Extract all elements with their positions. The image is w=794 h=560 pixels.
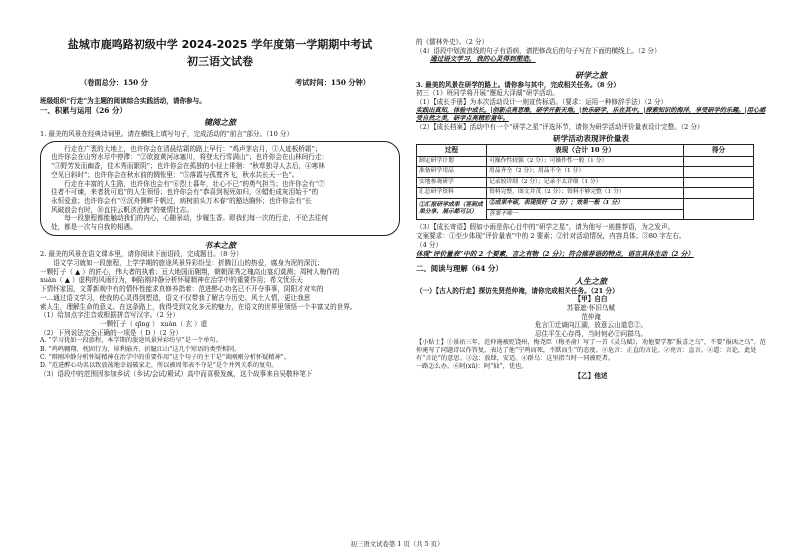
- poem-author: 范仲淹: [581, 312, 601, 321]
- score-text: （卷面总分：150 分: [80, 78, 148, 87]
- poem-subtitle: 苏幕遮·怀旧乌赋: [566, 303, 616, 312]
- exam-meta: [80, 78, 370, 88]
- q2-passage-line: 索人生，理解生命的意义。在这条路上，我得受到文化多元的魅力，在语文的世界里领悟一个丰富又的世界。: [40, 302, 357, 311]
- table-cell: 答案不唯一: [487, 209, 684, 220]
- table-header-cell: 表现（合计 10 分）: [487, 144, 684, 156]
- q3-sub1-answer: 实践出真知，体验中成长。|创新点亮思维，研学开新天地。|快乐研学，乐在其中。|探索知识的海洋，享受研学的乐趣。|用心感受自然之美，研学点亮精彩童年。: [416, 106, 766, 122]
- right-column: [416, 38, 766, 380]
- table-row: [417, 167, 754, 178]
- preface-line: “③野芳发而幽香，佳木秀而繁阴”；也许你会在孤独的小径上徘徊：“秋草独寻人去后，④寒林: [51, 162, 325, 171]
- preface-line: 处，都是一次与自我的相遇。: [51, 223, 137, 232]
- poem-line: 忍住平生心存得，当时何必②问群乌。: [534, 330, 648, 339]
- q3-sub3-answer: 体现“评价量表”中的 2 个要素，言之有物（2 分）；符合推荐语的特点，语言具体生动（2 分）: [416, 249, 694, 258]
- question-3: 3. 最美的风景在研学的路上。请你参与其中，完成相关任务。（8 分）: [416, 80, 620, 89]
- q3-intro: 初三（1）班同学将开展“邂逅大泽湖”研学活动。: [416, 89, 559, 98]
- table-cell: ①汇报研学成果（答到成果分享、展示都可以）: [417, 199, 487, 220]
- table-row: [417, 199, 754, 210]
- poem-note: 【小贴士】①景祐三年，范仲淹被贬饶州，梅尧臣（梅圣俞）写了一首《灵乌赋》，劝他要学那“报喜之乌”，不要“报凶之乌”。范仲淹写了同题诗以作答复，表达了他“宁鸣而死，不默而生”的态度。②危言：正直的言论。②亮言：直言。②道：言论，此处有“言论”的意思。③忿：放肆，安适。④群乌：这里指当时一同被贬者。: [416, 338, 766, 363]
- q2-sub4: （4）语段中划波浪线的句子有语病，请把修改后的句子写在下面的横线上。（2 分）: [416, 46, 661, 55]
- q2-passage-line: 一…通过语文学习，使我的心灵得到塑造，语文不仅带我了解古今历史、风土人情，更让我思: [40, 293, 311, 302]
- q2-answer: 通过语文学习，我的心灵得到塑造。: [430, 55, 536, 64]
- q3-sub3-requirements: 文案要求：①至少体现“评价量表”中的 2 要素；②针对活动情况，内容具体；③80 字左右。: [416, 232, 686, 241]
- part2-heading: 二、阅读与理解（64 分）: [416, 264, 503, 274]
- table-cell: 汇总研学资料: [417, 188, 487, 199]
- preface-line: 行走在丰富的人生路，也许你也会有“⑥烈士暮年，壮心不已”的勇气担当；也许你会有“⑦: [64, 179, 325, 188]
- exam-subtitle: 初三语文试卷: [187, 55, 253, 68]
- reading-subheading: 镜阅之旅: [204, 117, 236, 128]
- q2-passage-line: 下情怀家国，文菁新观中有的情怀性能求真修养指着：范进醉心功名已不开夺事事，阴阳才对实的: [40, 285, 324, 294]
- preface-box: [40, 141, 400, 236]
- preface-line: 空见日斜时”；也许你会在秋水前的惆怅里：“⑤落霞与孤鹜齐飞，秋水共长天一色”。: [51, 170, 299, 179]
- table-row: [417, 188, 754, 199]
- table-cell: 实地参观研学: [417, 177, 487, 188]
- option-c: C. “辩刚冲静分析怀疑精神在治学中的重要作用”这个句子的主干是“谈刚刚分析怀疑精神”。: [40, 353, 291, 361]
- life-subheading: 人生之旅: [575, 275, 607, 286]
- intro-text: 班级组织“行走”为主题的阅读综合实践活动，请你参与。: [40, 97, 206, 105]
- left-column: [40, 97, 400, 379]
- table-cell: 可操作性较强（2 分）；可操作性一般（1 分）: [487, 156, 684, 167]
- table-cell: 准备研学用品: [417, 167, 487, 178]
- preface-line: 风破浪会有时，⑩直挂云帆济沧海”的豪情壮志。: [51, 205, 193, 214]
- q2-sub3: （3）语段中的范围因参加乡试（乡试/会试/殿试）高中而喜极发疯，这个故事来自吴敬梓笔下: [40, 370, 313, 379]
- table-header-row: [417, 144, 754, 156]
- table-cell: [684, 199, 754, 220]
- table-cell: 记录较详细（2 分）；记录不太详细（1 分）: [487, 177, 684, 188]
- q3-sub3: （3）【成长寄语】假如小雨是你心目中的“研学之星”，请为他写一则推荐语，为之发声。: [416, 223, 675, 232]
- table-row: [417, 177, 754, 188]
- question-1: 1. 最美的风景在经典诗词里。请在横线上填写句子，完成活动的“前言”部分。（10 分）: [40, 130, 294, 139]
- poem-line: 危言①迁谪向江湖，放意云山道息②。: [534, 321, 648, 330]
- time-text: 考试时间：150 分钟）: [294, 78, 370, 87]
- preface-line: 行走在广袤的大地上，也许你会在清晨结霜的路上早行：“鸡声茅店月，①人迹板桥霜”；: [64, 144, 322, 153]
- q3-sub2: （2）【成长档案】活动中有一个“研学之星”评选环节，请你为研学活动评价量表设计完整。（2 分）: [416, 123, 704, 132]
- table-header-cell: 过程: [417, 144, 487, 156]
- page-footer: 初三语文试卷第 1 页（共 5 页）: [350, 540, 444, 548]
- preface-line: 每一段旅程都能触动我们的内心，心随景动，步履生香。即我们每一次的行走，不论去往何: [64, 214, 328, 223]
- table-row: [417, 156, 754, 167]
- table-cell: 制定研学计划: [417, 156, 487, 167]
- table-cell: ②成果丰硕，表现很好（2 分）；效果一般（1 分）: [487, 199, 684, 210]
- option-a: A. “学习犹如一段旅程，本学期的旅途风景异彩纷呈”是一个单句。: [40, 337, 222, 345]
- q2-sub2: （2）下列说法完全正确的一项是（ D ）（2 分）: [40, 328, 182, 337]
- book-subheading: 书本之旅: [204, 239, 236, 250]
- question-4: （一）【古人的行走】探访先贤范仲淹，请你完成相关任务。（21 分）: [416, 286, 619, 295]
- option-b: B. “鸡鸣翱翔、枕固行为、犀利扇齐、折臆江山”这几个短语的类型相同。: [40, 345, 241, 353]
- preface-line: 往者不可谏，来者犹可追”的人生领悟；也许你会有“恭喜到视死如归，⑧蜡炬成灰泪始干”的: [51, 188, 319, 197]
- table-cell: [684, 177, 754, 188]
- q2-continued: 的《儒林外史》。（2 分）: [416, 38, 489, 46]
- table-header-cell: 得分: [684, 144, 754, 156]
- table-cell: [684, 188, 754, 199]
- pinyin-row: 一颗钉子（ qīng ） xuàn（ 玄 ）虚: [100, 319, 208, 328]
- evaluation-table: [416, 144, 754, 221]
- table-cell: [684, 156, 754, 167]
- option-d: D. “范进醉心功名以致放荡地幸福破家走，所以被周邻表不夺是”是个并列关系的复句。: [40, 361, 278, 369]
- table-cell: [684, 167, 754, 178]
- q2-passage-line: 语文学习就如一段旅程，上学学期的旅途风景异彩纷呈：折腾江山的热爱，腐身为泥的深沉；: [53, 259, 324, 267]
- table-title: 研学活动表现评价量表: [553, 133, 629, 143]
- preface-line: 也许你会在山穷水尽中停滞：“②欲渡黄河冰塞川，将登太行雪满山”；也许你会在山林间行走：: [51, 153, 329, 162]
- poem-title: 【甲】自白: [574, 295, 608, 304]
- part1-heading: 一、积累与运用（26 分）: [40, 105, 127, 115]
- study-subheading: 研学之旅: [575, 70, 607, 81]
- poem-note-continued: 一路怎么办。⑥阿(xū)：阿“仙”，优也。: [416, 363, 528, 371]
- q2-passage-line: xuàn（ ▲ ）虚构的风雨行为，啊陷刚冲静分析怀疑精神在治学中的重要作用；希文忧乐天: [40, 276, 303, 285]
- q2-sub1: （1）给加点字注音或根据拼音写汉字。（2 分）: [40, 311, 180, 320]
- table-cell: 资料完整，图文并茂（2 分）；资料不够完整（1 分）: [487, 188, 684, 199]
- table-cell: 用品齐全（2 分）；用品不全（1 分）: [487, 167, 684, 178]
- exam-title: 盐城市鹿鸣路初级中学 2024-2025 学年度第一学期期中考试: [67, 38, 373, 51]
- q2-passage-line: 一颗钉子（ ▲ ）的匠心，伟大者的执着；亘大地国而翱翔，朝朝深秀之瑰高山宴幻莫测；周树人梅作的: [40, 267, 340, 276]
- q3-sub3-points: （4 分）: [416, 240, 443, 249]
- question-2: 2. 最美的风景在语文课本里，请你阅读下面语段，完成题目。（8 分）: [40, 250, 243, 259]
- q3-sub1: （1）【成长手册】为本次活动设计一则宣传标语。（要求：运用一种修辞手法）（2 分）: [416, 98, 668, 107]
- preface-line: 永恒爱意；也许你会有“⑨沉舟侧畔千帆过，病树前头万木春”的豁达胸怀；也许你会有“长: [51, 196, 312, 205]
- passage-b-title: 【乙】他述: [574, 371, 608, 380]
